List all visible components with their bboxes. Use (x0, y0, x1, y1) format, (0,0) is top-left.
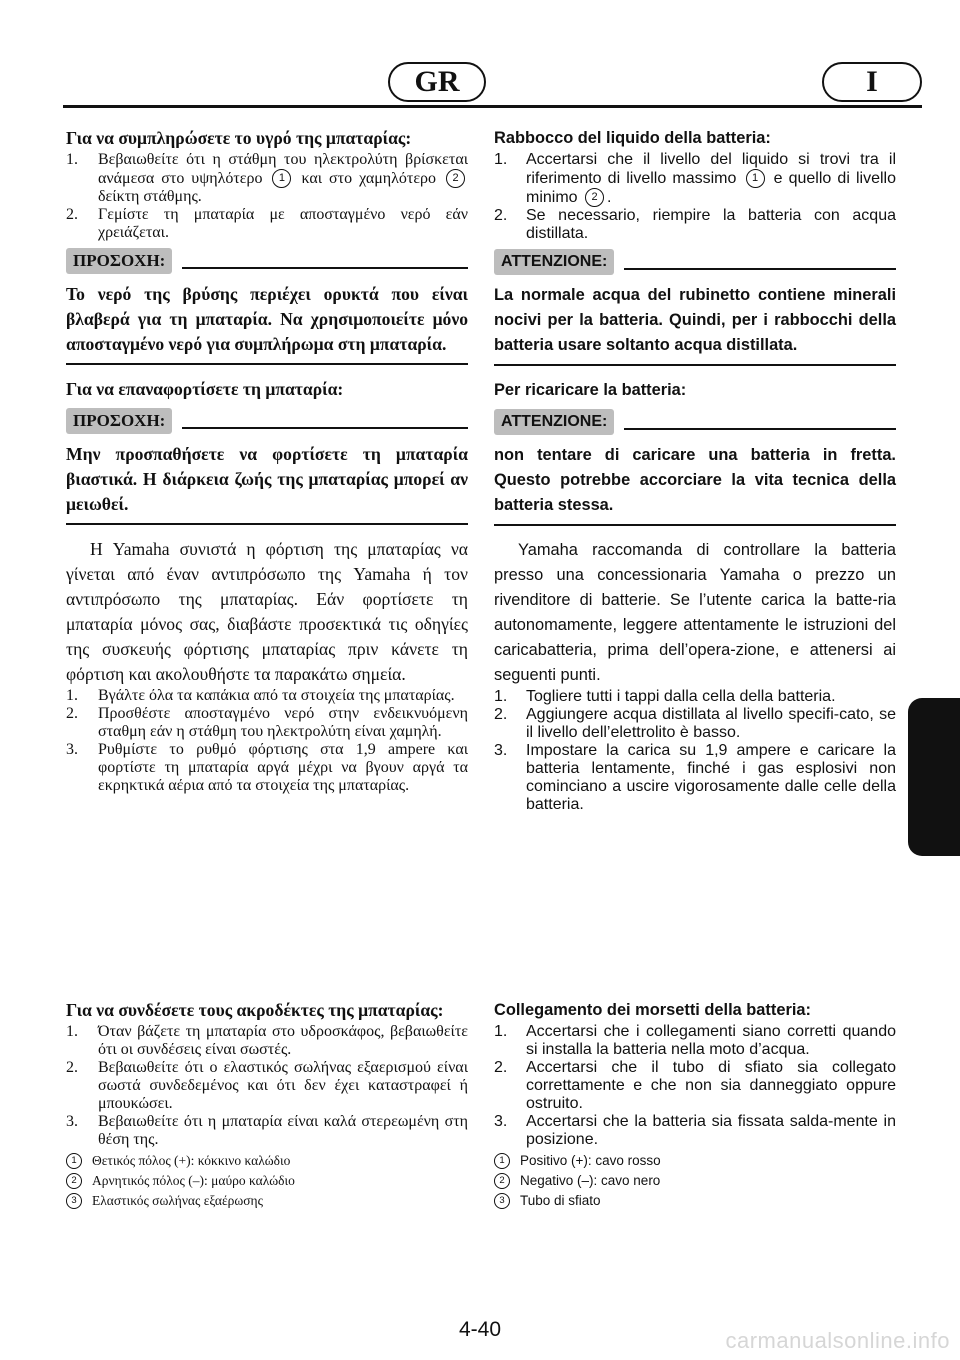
language-badge-italian: I (822, 62, 922, 102)
legend-item: 3 Tubo di sfiato (494, 1191, 896, 1211)
list-item: 2. Aggiungere acqua distillata al livello specifi-cato, se il livello dell’elettrolito è basso. (494, 706, 896, 741)
language-badge-greek: GR (388, 62, 486, 102)
italian-refill-heading: Rabbocco del liquido della batteria: (494, 129, 771, 147)
italian-connect-steps (494, 1023, 896, 1149)
legend-item: 1 Positivo (+): cavo rosso (494, 1151, 896, 1171)
italian-caution-text-2: non tentare di caricare una batteria in fretta. Questo potrebbe accorciare la vita tecnica della batteria stessa. (494, 443, 896, 526)
list-item: 2. Γεμίστε τη μπαταρία με αποσταγμένο νερό εάν χρειάζεται. (66, 206, 468, 241)
list-item: 1. Όταν βάζετε τη μπαταρία στο υδροσκάφος, βεβαιωθείτε ότι οι συνδέσεις είναι σωστές. (66, 1023, 468, 1058)
italian-refill-steps (494, 151, 896, 243)
greek-legend (66, 1151, 468, 1211)
marker-1: 1 (272, 169, 291, 188)
list-item: 3. Ρυθμίστε το ρυθμό φόρτισης στα 1,9 ampere και φορτίστε τη μπαταρία αργά μέχρι να βγουν αργά τα εκρηκτικά αέρια από τα στοιχεία της μπαταρίας. (66, 741, 468, 794)
list-item: 3. Impostare la carica su 1,9 ampere e caricare la batteria lentamente, finché i gas esplosivi non cominciano a uscire vigorosamente dalle celle della batteria. (494, 742, 896, 813)
greek-refill-steps (66, 151, 468, 242)
marker-1: 1 (746, 169, 765, 188)
watermark: carmanualsonline.info (725, 1328, 950, 1353)
italian-connect-heading: Collegamento dei morsetti della batteria: (494, 1001, 811, 1019)
italian-caution-label-2: ATTENZIONE: (494, 409, 896, 435)
list-item: 1. Βεβαιωθείτε ότι η στάθμη του ηλεκτρολύτη βρίσκεται ανάμεσα στο υψηλότερο 1 και στο χαμηλότερο 2 δείκτη στάθμης. (66, 151, 468, 205)
italian-recharge-steps (494, 688, 896, 814)
greek-column-top (66, 126, 468, 795)
list-item: 2. Accertarsi che il tubo di sfiato sia collegato correttamente e che non sia danneggiato oppure ostruito. (494, 1059, 896, 1112)
list-item: 2. Se necessario, riempire la batteria con acqua distillata. (494, 207, 896, 242)
legend-item: 2 Negativo (–): cavo nero (494, 1171, 896, 1191)
greek-connect-heading: Για να συνδέσετε τους ακροδέκτες της μπαταρίας: (66, 1000, 444, 1020)
italian-recharge-heading: Per ricaricare la batteria: (494, 381, 687, 399)
italian-recharge-paragraph: Yamaha raccomanda di controllare la batteria presso una concessionaria Yamaha o prezzo un rivenditore di batterie. Se l’utente carica la batte-ria autonomamente, leggere attentamente le istruzioni del caricabatteria, prima dell’opera-zione, e attenersi ai seguenti punti. (494, 541, 896, 684)
page-number: 4-40 (458, 1318, 502, 1341)
legend-item: 2 Αρνητικός πόλος (–): μαύρο καλώδιο (66, 1171, 468, 1191)
italian-caution-text-1: La normale acqua del rubinetto contiene minerali nocivi per la batteria. Quindi, per i rabbocchi della batteria usare soltanto acqua distillata. (494, 283, 896, 366)
list-item: 2. Προσθέστε αποσταγμένο νερό στην ενδεικνυόμενη σταθμη εάν η στάθμη του ηλεκτρολύτη είναι χαμηλή. (66, 705, 468, 740)
greek-recharge-steps (66, 687, 468, 795)
greek-recharge-heading: Για να επαναφορτίσετε τη μπαταρία: (66, 379, 344, 399)
list-item: 2. Βεβαιωθείτε ότι ο ελαστικός σωλήνας εξαερισμού είναι σωστά συνδεδεμένος και ότι δεν έχει καταστραφεί ή μπουκώσει. (66, 1059, 468, 1112)
greek-column-bottom (66, 998, 468, 1211)
italian-caution-label-1: ATTENZIONE: (494, 249, 896, 275)
italian-column-bottom (494, 998, 896, 1211)
greek-refill-heading: Για να συμπληρώσετε το υγρό της μπαταρίας: (66, 128, 412, 148)
greek-connect-steps (66, 1023, 468, 1149)
list-item: 1. Accertarsi che il livello del liquido si trovi tra il riferimento di livello massimo 1 e quello di livello minimo 2 . (494, 151, 897, 206)
greek-caution-label-2: ΠΡΟΣΟΧΗ: (66, 408, 468, 434)
greek-recharge-paragraph: Η Yamaha συνιστά η φόρτιση της μπαταρίας να γίνεται από έναν αντιπρόσωπο της Yamaha ή τον αντιπρόσωπο της μπαταρίας. Εάν φορτίσετε τη μπαταρία μόνος σας, διαβάστε προσεκτικά τις οδηγίες της συσκευής φόρτισης μπαταρίας πριν κάνετε τη φόρτιση και ακολουθήστε τα παρακάτω σημεία. (66, 539, 468, 684)
section-tab (908, 698, 960, 856)
list-item: 1. Accertarsi che i collegamenti siano corretti quando si installa la batteria nella moto d’acqua. (494, 1023, 896, 1058)
greek-caution-text-2: Μην προσπαθήσετε να φορτίσετε τη μπαταρία βιαστικά. Η διάρκεια ζωής της μπαταρίας μπορεί αν μειωθεί. (66, 442, 468, 525)
italian-column-top (494, 126, 896, 814)
marker-2: 2 (446, 169, 465, 188)
list-item: 3. Βεβαιωθείτε ότι η μπαταρία είναι καλά στερεωμένη στη θέση της. (66, 1113, 468, 1148)
legend-item: 3 Ελαστικός σωλήνας εξαέρωσης (66, 1191, 468, 1211)
header-rule (63, 105, 922, 108)
greek-caution-text-1: Το νερό της βρύσης περιέχει ορυκτά που είναι βλαβερά για τη μπαταρία. Να χρησιμοποιείτε μόνο αποσταγμένο νερό για συμπλήρωμα στη μπαταρία. (66, 282, 468, 365)
legend-item: 1 Θετικός πόλος (+): κόκκινο καλώδιο (66, 1151, 468, 1171)
list-item: 1. Βγάλτε όλα τα καπάκια από τα στοιχεία της μπαταρίας. (66, 687, 455, 704)
italian-legend (494, 1151, 896, 1211)
list-item: 1. Togliere tutti i tappi dalla cella della batteria. (494, 688, 836, 705)
greek-caution-label-1: ΠΡΟΣΟΧΗ: (66, 248, 468, 274)
list-item: 3. Accertarsi che la batteria sia fissata salda-mente in posizione. (494, 1113, 896, 1148)
marker-2: 2 (585, 188, 604, 207)
